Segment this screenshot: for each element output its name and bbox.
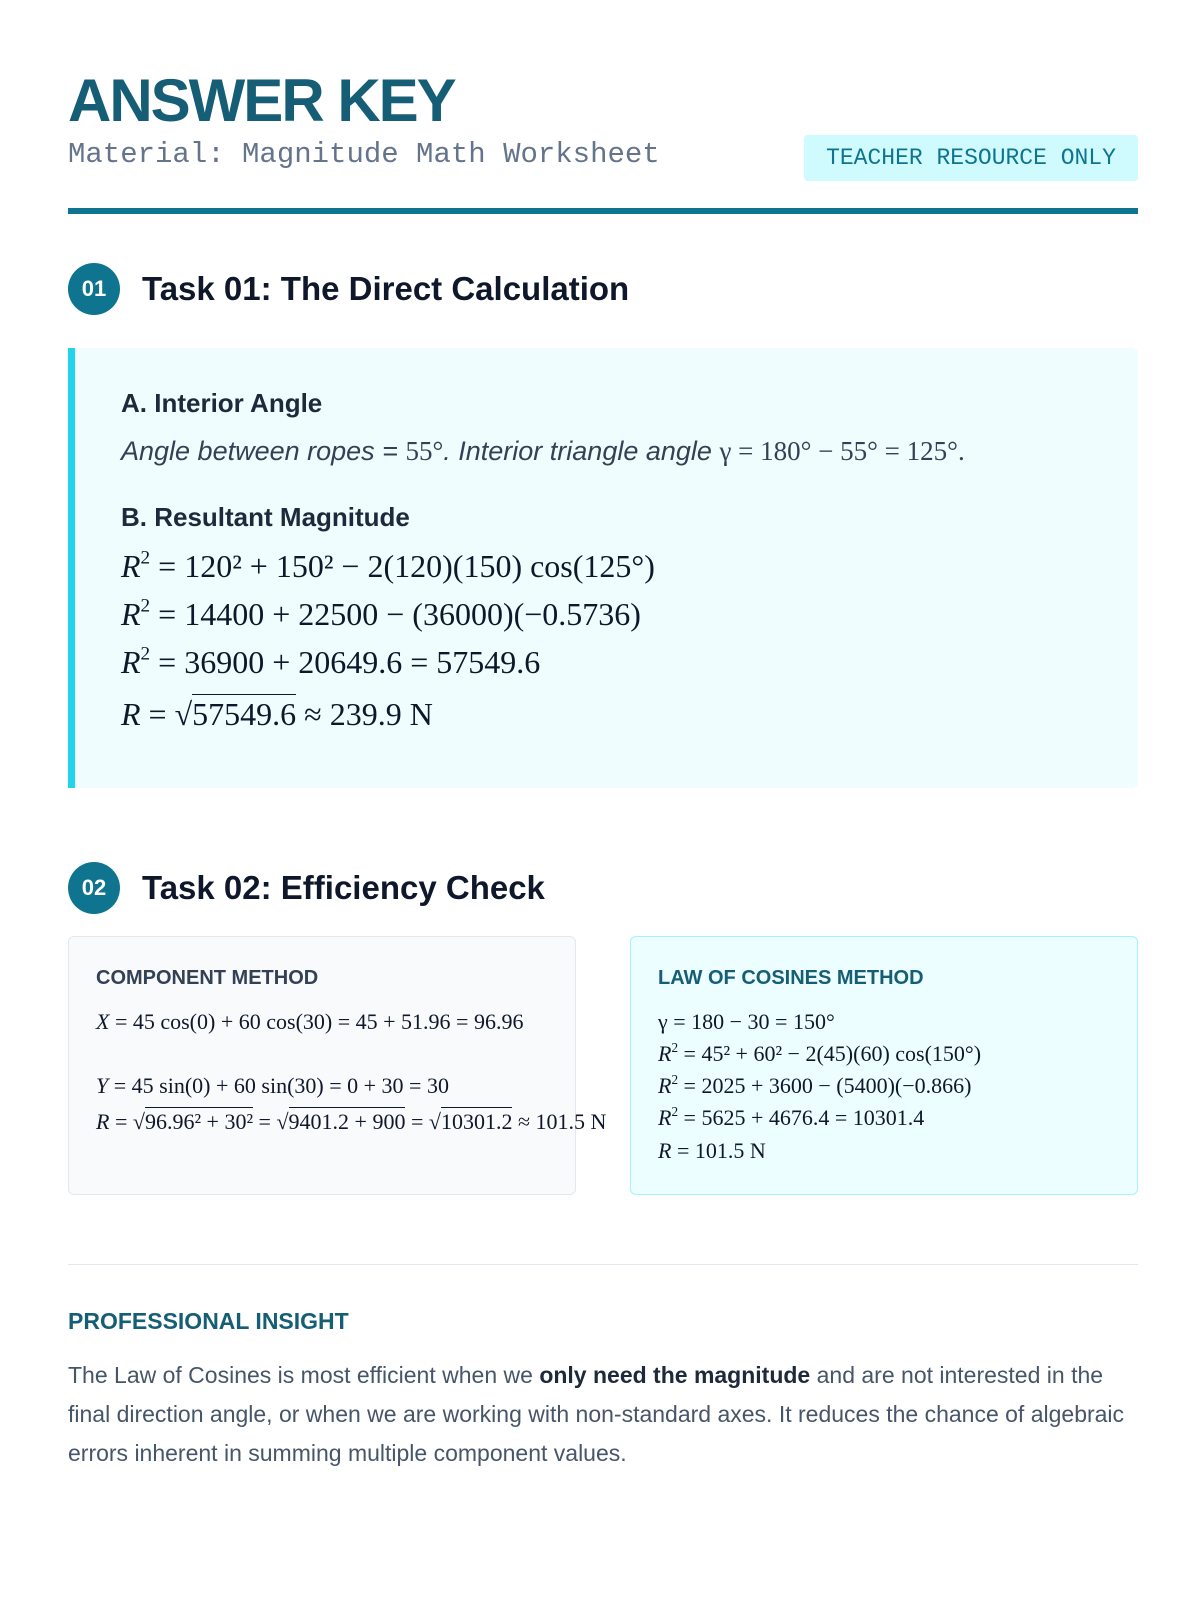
cosines-line-5: R = 101.5 N — [658, 1138, 766, 1163]
angle-middle: . Interior triangle angle — [443, 436, 720, 466]
component-r-radicand-2: 9401.2 + 900 — [288, 1109, 406, 1134]
equation-1: $R^2 = 120^2 + 150^2 - 2(120)(150)$ cos(125°) — [121, 547, 655, 584]
cosines-line-5-rhs: = 101.5 N — [676, 1138, 766, 1163]
law-of-cosines-card — [630, 936, 1138, 1195]
cosines-line-4-rhs: = 5625 + 4676.4 = 10301.4 — [683, 1105, 925, 1130]
resultant-magnitude-heading: B. Resultant Magnitude — [121, 502, 410, 532]
component-x-rhs: = 45 cos(0) + 60 cos(30) = 45 + 51.96 = 96.96 — [114, 1009, 524, 1034]
page-title: ANSWER KEY — [68, 67, 455, 134]
equation-3-rhs: = 36900 + 20649.6 = 57549.6 — [158, 644, 541, 680]
law-of-cosines-heading: LAW OF COSINES METHOD — [658, 967, 924, 989]
interior-angle-heading: A. Interior Angle — [121, 388, 323, 418]
cosines-line-1: γ = 180 − 30 = 150° — [658, 1009, 835, 1034]
equation-4-radicand: 57549.6 — [192, 696, 297, 732]
professional-insight-text — [68, 1356, 1138, 1473]
task-02-title: Task 02: Efficiency Check — [142, 869, 545, 906]
task-01-number: 01 — [68, 263, 120, 315]
angle-value: 55° — [405, 436, 444, 466]
task-01-header — [68, 263, 629, 315]
cosines-line-2: $R^2 = 45^2 + 60^2 - 2(45)(60)$ cos(150°) — [658, 1039, 982, 1066]
cosines-line-2-rhs: = 45² + 60² − 2(45)(60) cos(150°) — [683, 1041, 982, 1066]
material-subtitle: Material: Magnitude Math Worksheet — [68, 138, 660, 171]
professional-insight-heading: PROFESSIONAL INSIGHT — [68, 1308, 349, 1334]
equation-4-result: ≈ 239.9 N — [304, 696, 433, 732]
task-02-number: 02 — [68, 862, 120, 914]
cosines-line-3-rhs: = 2025 + 3600 − (5400)(−0.866) — [683, 1073, 972, 1098]
task-02-header — [68, 862, 545, 914]
angle-end: . — [957, 436, 965, 466]
section-divider — [68, 1264, 1138, 1265]
header-rule — [68, 208, 1138, 214]
task-01-solution-box — [68, 348, 1138, 788]
interior-angle-text — [121, 436, 965, 467]
insight-text-before: The Law of Cosines is most efficient when we — [68, 1362, 540, 1388]
task-01-title: Task 01: The Direct Calculation — [142, 270, 630, 307]
equation-1-rhs: = 120² + 150² − 2(120)(150) cos(125°) — [158, 548, 655, 584]
teacher-resource-badge: TEACHER RESOURCE ONLY — [804, 135, 1138, 181]
component-r-radicand-3: 10301.2 — [440, 1109, 513, 1134]
component-r-radicand-1: 96.96² + 30² — [144, 1109, 254, 1134]
component-r-result: ≈ 101.5 N — [517, 1109, 607, 1134]
component-y-equation: Y = 45 sin(0) + 60 sin(30) = 0 + 30 = 30 — [96, 1073, 449, 1098]
equation-2-rhs: = 14400 + 22500 − (36000)(−0.5736) — [158, 596, 641, 632]
cosines-line-4: $R^2 = 5625 + 4676.4 = 10301.4$ — [658, 1103, 925, 1130]
component-method-card — [68, 936, 607, 1195]
component-y-rhs: = 45 sin(0) + 60 sin(30) = 0 + 30 = 30 — [113, 1073, 449, 1098]
insight-text-bold: only need the magnitude — [539, 1362, 811, 1388]
component-method-heading: COMPONENT METHOD — [96, 967, 319, 989]
equation-3: $R^2 = 36900 + 20649.6 = 57549.6$ — [121, 643, 541, 680]
cosines-line-3: $R^2 = 2025 + 3600 - (5400)(-0.866)$ — [658, 1071, 972, 1098]
equation-2: $R^2 = 14400 + 22500 - (36000)(-0.5736)$ — [121, 595, 641, 632]
equation-4: R = √57549.6 ≈ 239.9 N — [121, 696, 433, 732]
angle-prefix: Angle between ropes = — [121, 436, 406, 466]
component-x-equation: X = 45 cos(0) + 60 cos(30) = 45 + 51.96 = 96.96 — [96, 1009, 524, 1034]
component-r-equation: R = √96.96² + 30² = √9401.2 + 900 = √10301.2 ≈ 101.5 N — [96, 1109, 607, 1134]
insight-text-after: and are not interested in the final direction angle, or when we are working with non-standard axes. It reduces the chance of algebraic errors inherent in summing multiple component values. — [68, 1362, 1125, 1466]
angle-equation: γ = 180° − 55° = 125° — [719, 436, 958, 466]
